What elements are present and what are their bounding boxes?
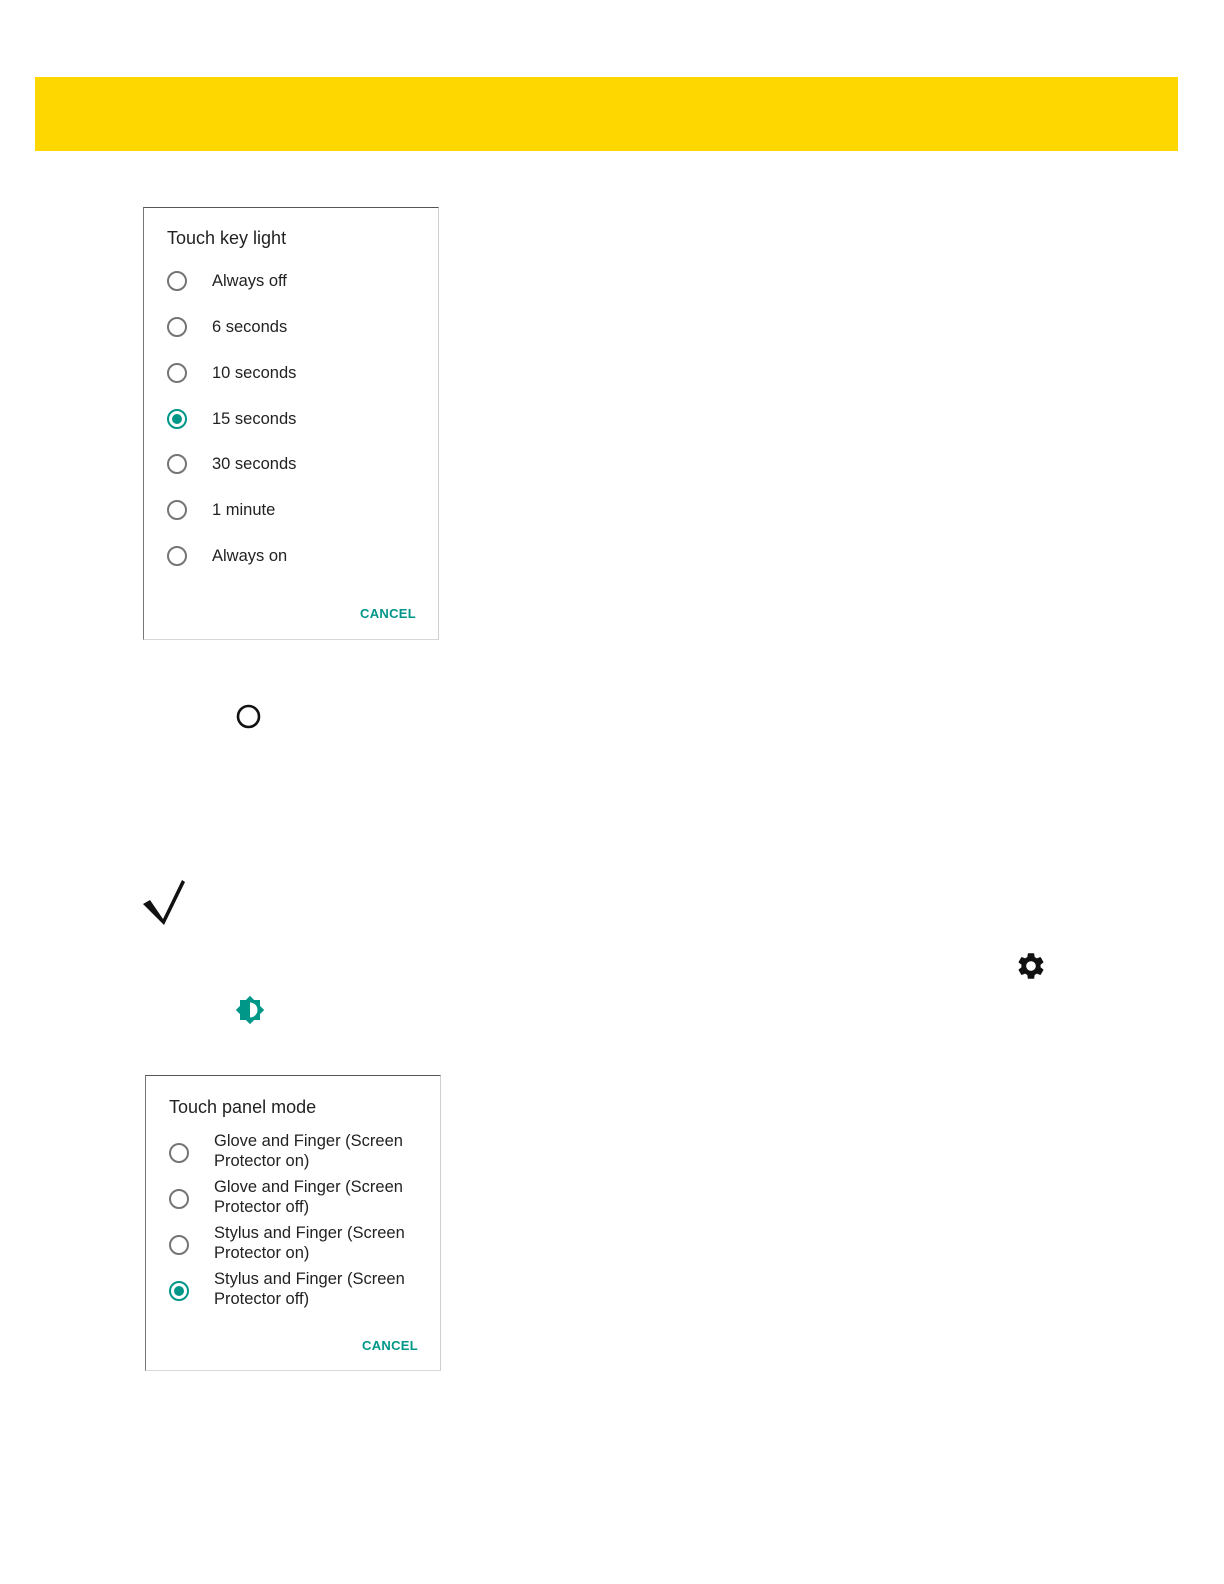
option-6-seconds[interactable] <box>167 316 427 340</box>
option-1-minute[interactable] <box>167 499 427 523</box>
checkmark-icon <box>141 878 189 926</box>
home-circle-icon <box>236 704 261 729</box>
option-30-seconds[interactable] <box>167 453 427 477</box>
dialog-title: Touch key light <box>167 228 287 248</box>
dialog-title: Touch panel mode <box>169 1097 317 1117</box>
gear-icon <box>1015 950 1047 982</box>
brightness-icon <box>235 995 265 1025</box>
option-label: Always on <box>212 547 288 565</box>
option-10-seconds[interactable] <box>167 362 427 386</box>
radio-button-icon[interactable] <box>167 271 187 291</box>
option-always-off[interactable] <box>167 270 427 294</box>
option-label: Stylus and Finger (Screen Protector on) <box>214 1224 405 1262</box>
radio-button-icon[interactable] <box>169 1143 189 1163</box>
option-label: Glove and Finger (Screen Protector on) <box>214 1132 403 1170</box>
cancel-button[interactable]: CANCEL <box>362 1338 418 1353</box>
option-stylus-finger-protector-off[interactable] <box>169 1269 429 1313</box>
radio-button-checked-icon[interactable] <box>169 1281 189 1301</box>
option-15-seconds[interactable] <box>167 408 427 432</box>
radio-button-icon[interactable] <box>167 363 187 383</box>
option-label: 10 seconds <box>212 364 297 382</box>
radio-button-checked-icon[interactable] <box>167 409 187 429</box>
radio-button-icon[interactable] <box>169 1189 189 1209</box>
radio-button-icon[interactable] <box>169 1235 189 1255</box>
option-stylus-finger-protector-on[interactable] <box>169 1223 429 1267</box>
option-always-on[interactable] <box>167 545 427 569</box>
option-label: 15 seconds <box>212 410 297 428</box>
header-banner <box>35 77 1178 151</box>
option-label: 30 seconds <box>212 455 297 473</box>
option-label: Glove and Finger (Screen Protector off) <box>214 1178 403 1216</box>
touch-key-light-dialog <box>143 207 439 640</box>
option-label: 6 seconds <box>212 318 288 336</box>
radio-button-icon[interactable] <box>167 317 187 337</box>
touch-panel-mode-dialog <box>145 1075 441 1371</box>
radio-button-icon[interactable] <box>167 500 187 520</box>
option-label: Always off <box>212 272 287 290</box>
option-label: 1 minute <box>212 501 276 519</box>
radio-button-icon[interactable] <box>167 454 187 474</box>
option-glove-finger-protector-on[interactable] <box>169 1131 429 1175</box>
cancel-button[interactable]: CANCEL <box>360 606 416 621</box>
radio-button-icon[interactable] <box>167 546 187 566</box>
option-glove-finger-protector-off[interactable] <box>169 1177 429 1221</box>
option-label: Stylus and Finger (Screen Protector off) <box>214 1270 405 1308</box>
